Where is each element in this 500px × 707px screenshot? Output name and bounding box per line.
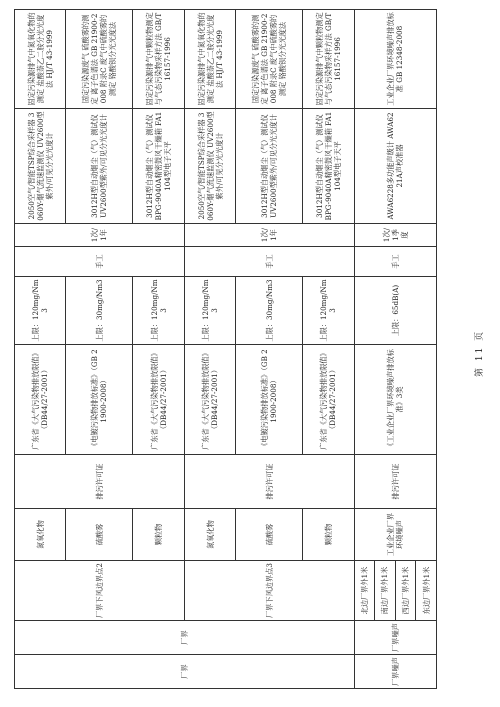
- limit-cell: 上限：120mg/Nm3: [303, 277, 354, 345]
- site-cell: 厂界下风边界点3: [184, 561, 354, 621]
- standard-cell: 《电镀污染物排放标准》（GB 21900-2008）: [236, 345, 303, 455]
- item-cell: 氮氧化物: [184, 509, 235, 561]
- page-number: 第 11 页: [475, 329, 485, 377]
- method-cell: 3012H型自动烟尘（气）测试仪 BPG-9040A精密鼓风干燥箱 FA1104型电子天平: [133, 109, 184, 224]
- item-cell: 硫酸雾: [66, 509, 133, 561]
- standard-cell: 《电镀污染物排放标准》（GB 21900-2008）: [66, 345, 133, 455]
- limit-cell: 上限：65dB(A): [354, 277, 436, 345]
- item-cell: 硫酸雾: [236, 509, 303, 561]
- permit-cell: 排污许可证: [15, 455, 185, 509]
- standard-cell: 广东省《大气污染物排放限值》（DB44/27-2001）: [15, 345, 66, 455]
- mode-cell: 手工: [184, 247, 354, 277]
- analysis-standard-cell: 固定污染源排气中颗粒物测定与气态污染物采样方法 GB/T 16157-1996: [303, 10, 354, 109]
- analysis-standard-cell: 固定污染源排气中氮氧化物的测定 盐酸萘乙二胺分光光度法 HJ/T 43-1999: [15, 10, 66, 109]
- method-cell: 3012H型自动烟尘（气）测试仪 UV2600型紫外/可见分光光度计: [66, 109, 133, 224]
- item-cell: 工业企业厂界环境噪声: [354, 509, 436, 561]
- limit-cell: 上限：120mg/Nm3: [184, 277, 235, 345]
- permit-cell: 排污许可证: [354, 455, 436, 509]
- mode-cell: 手工: [15, 247, 185, 277]
- item-cell: 氮氧化物: [15, 509, 66, 561]
- group-label-cell: 厂界: [15, 621, 355, 655]
- noise-group-cell: 厂界噪声: [354, 655, 436, 689]
- standard-cell: 广东省《大气污染物排放限值》（DB44/27-2001）: [133, 345, 184, 455]
- method-cell: 3012H型自动烟尘（气）测试仪 UV2600型紫外/可见分光光度计: [236, 109, 303, 224]
- limit-cell: 上限：120mg/Nm3: [15, 277, 66, 345]
- item-cell: 颗粒物: [303, 509, 354, 561]
- method-cell: 2050空气/智能TSP综合采样器 3060Y-烟气流速监测仪 UV2600型紫外/可见分光光度计: [184, 109, 235, 224]
- monitoring-table: [14, 9, 437, 689]
- method-cell: AWA6228多功能声级计 AWA6221A声校准器: [354, 109, 436, 224]
- standard-cell: 《工业企业厂界环境噪声排放标准》3类: [354, 345, 436, 455]
- limit-cell: 上限：30mg/Nm3: [236, 277, 303, 345]
- permit-cell: 排污许可证: [184, 455, 354, 509]
- site-cell: 厂界下风边界点2: [15, 561, 185, 621]
- noise-group-cell: 厂界噪声: [354, 621, 436, 655]
- limit-cell: 上限：120mg/Nm3: [133, 277, 184, 345]
- freq-cell: 1次/1年: [184, 224, 354, 247]
- standard-cell: 广东省《大气污染物排放限值》（DB44/27-2001）: [303, 345, 354, 455]
- limit-cell: 上限：30mg/Nm3: [66, 277, 133, 345]
- noise-point-cell: 东边厂界外1米: [416, 561, 437, 621]
- freq-cell: 1次/1季度: [354, 224, 436, 247]
- freq-cell: 1次/1年: [15, 224, 185, 247]
- noise-point-cell: 西边厂界外1米: [395, 561, 416, 621]
- method-cell: 3012H型自动烟尘（气）测试仪 BPG-9040A精密鼓风干燥箱 FA1104型电子天平: [303, 109, 354, 224]
- analysis-standard-cell: 固定污染源排气中颗粒物测定与气态污染物采样方法 GB/T 16157-1996: [133, 10, 184, 109]
- noise-point-cell: 南边厂界外1米: [375, 561, 396, 621]
- mode-cell: 手工: [354, 247, 436, 277]
- analysis-standard-cell: 固定污染源废气 硫酸雾的测定 离子色谱法 GB 21900-2008 附录C 废气中硫酸雾的测定 铬酸钡分光光度法: [66, 10, 133, 109]
- analysis-standard-cell: 固定污染源排气中氮氧化物的测定 盐酸萘乙二胺分光光度法 HJ/T 43-1999: [184, 10, 235, 109]
- standard-cell: 广东省《大气污染物排放限值》（DB44/27-2001）: [184, 345, 235, 455]
- table-row: [184, 10, 235, 689]
- method-cell: 2050空气/智能TSP综合采样器 3060Y-烟气流速监测仪 UV2600型紫外/可见分光光度计: [15, 109, 66, 224]
- noise-point-cell: 北边厂界外1米: [354, 561, 375, 621]
- table-row: [354, 10, 375, 689]
- group-label-cell: 厂界: [15, 655, 355, 689]
- item-cell: 颗粒物: [133, 509, 184, 561]
- analysis-standard-cell: 固定污染源废气 硫酸雾的测定 离子色谱法 GB 21900-2008 附录C 废气中硫酸雾的测定 铬酸钡分光光度法: [236, 10, 303, 109]
- analysis-standard-cell: 工业企业厂界环境噪声排放标准 GB 12348-2008: [354, 10, 436, 109]
- table-row: [15, 10, 66, 689]
